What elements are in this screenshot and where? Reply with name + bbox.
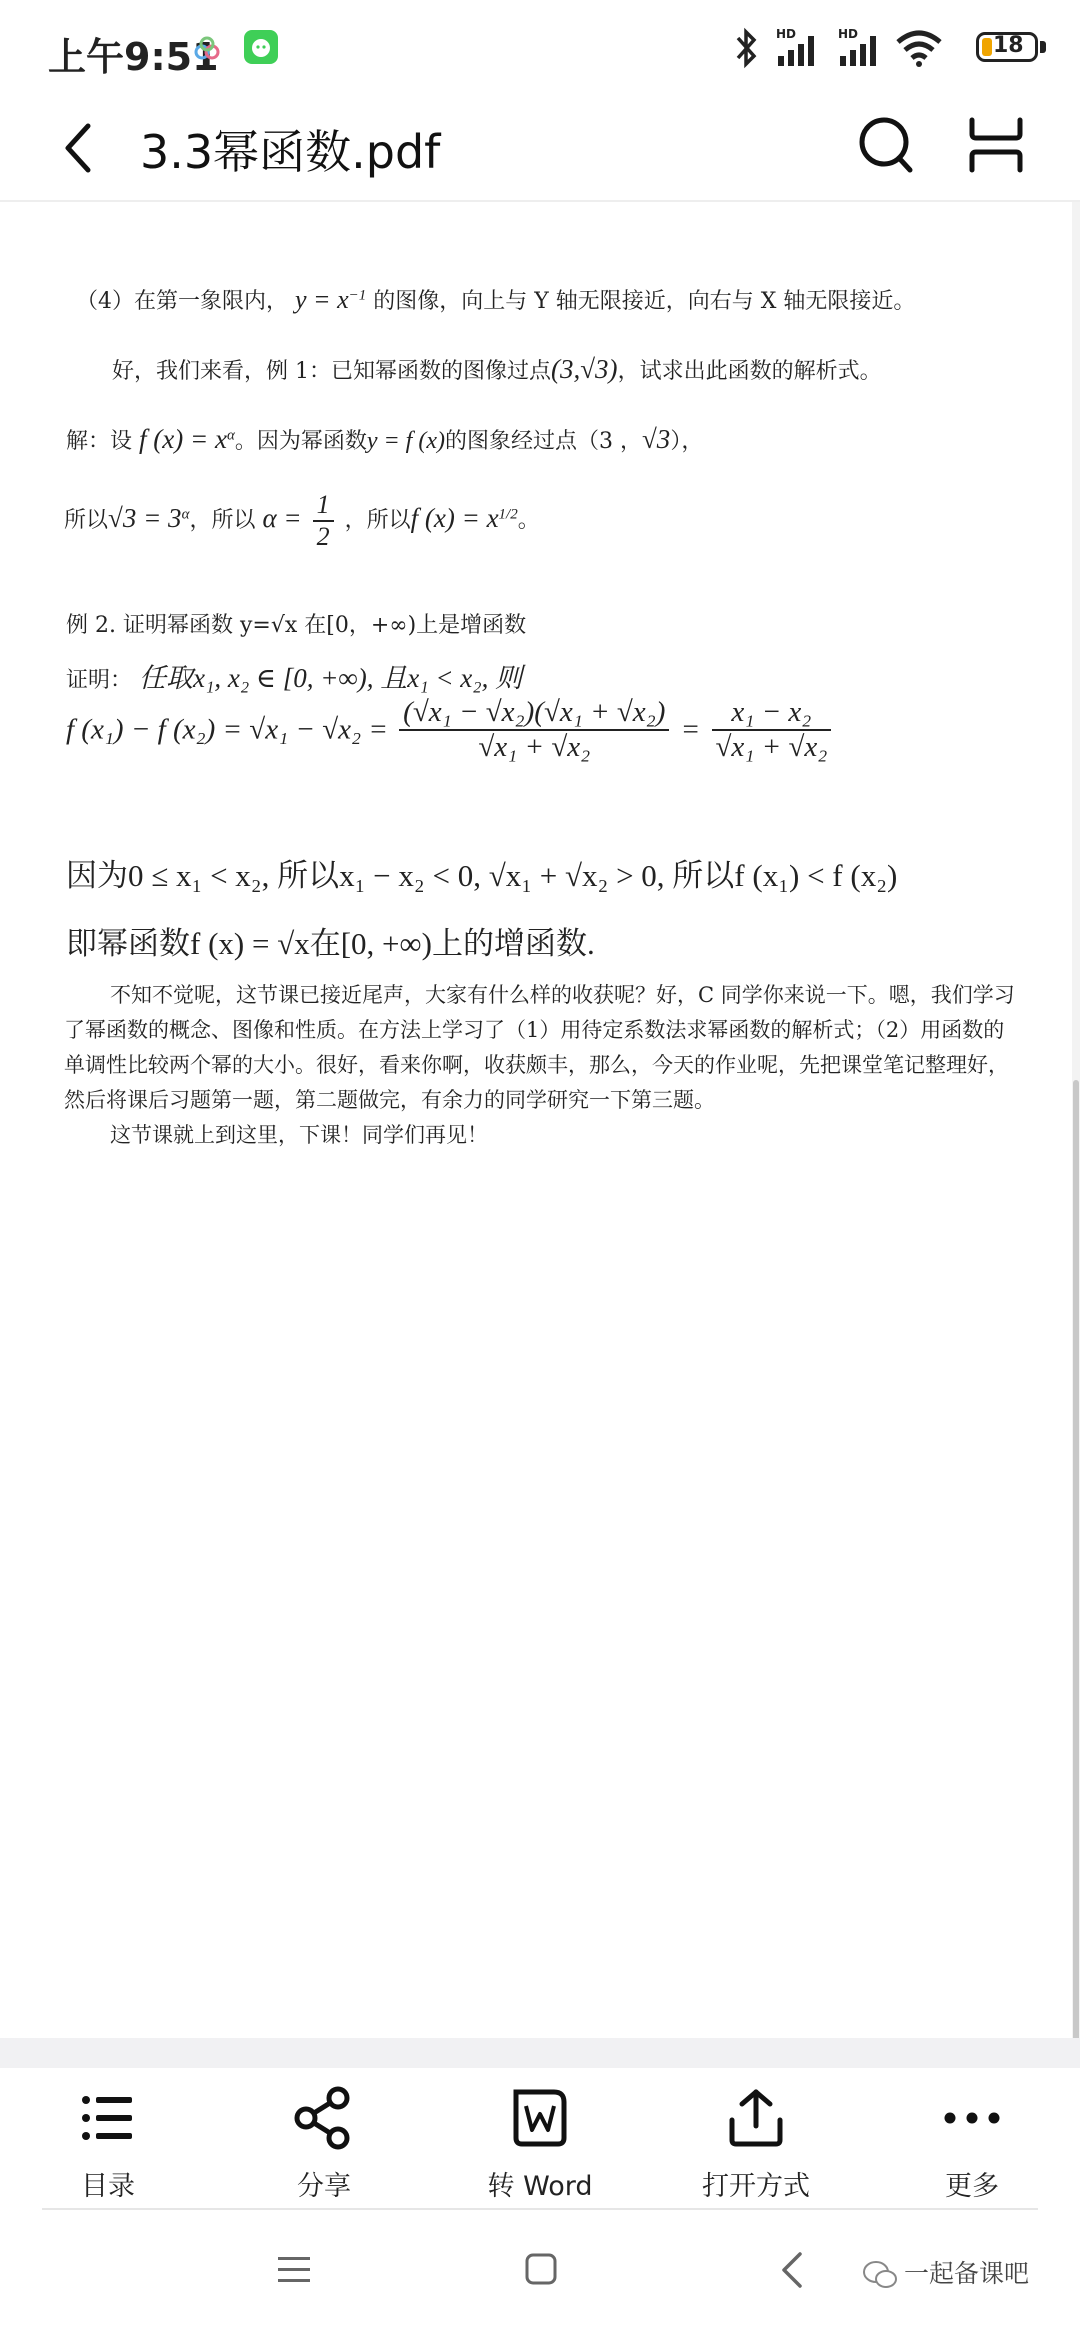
more-dots-icon [940,2086,1004,2150]
conclusion-line: 即幂函数f (x) = √x在[0, +∞)上的增函数. [66,926,595,961]
more-label: 更多 [945,2171,999,2202]
home-icon[interactable] [524,2252,558,2286]
example1-line [112,354,882,385]
so-alpha: α [181,506,190,523]
nav-back-icon[interactable] [778,2250,806,2290]
convert-word-button[interactable] [470,2086,610,2203]
back-arrow-icon[interactable] [56,116,104,180]
so-eq1: √3 = 3 [108,503,182,533]
signal-icon-1 [774,26,822,70]
wechat-icon [862,2260,898,2290]
document-title: 3.3幂函数.pdf [140,125,441,179]
scrollbar-thumb[interactable] [1073,1080,1079,2070]
so-text2: ，所以 [189,508,256,533]
status-bar [0,0,1080,100]
because-line: 因为0 ≤ x₁ < x₂, 所以x₁ − x₂ < 0, √x₁ + √x₂ > 0, 所以f (x₁) < f (x₂) [66,858,898,893]
share-icon [292,2086,356,2150]
battery-tip [1040,41,1046,53]
solution-alpha: α [226,427,235,444]
solution-rest: 的图象经过点（3 ， [444,429,642,454]
so-text1: 所以 [64,508,109,533]
bluetooth-icon [732,26,762,70]
pdf-page[interactable] [0,202,1072,2038]
catalog-button[interactable] [38,2086,178,2203]
more-button[interactable] [902,2086,1042,2203]
signal-icon-2 [836,26,884,70]
example1-point: (3,√3) [551,354,618,384]
so-line [64,490,540,552]
so-alpha2: α = [262,503,302,533]
example1-text: 好，我们来看，例 1：已知幂函数的图像过点 [112,359,551,384]
solution-y: y = f (x) [366,428,445,454]
solution-mid: 。因为幂函数 [234,429,367,454]
proof-line [66,656,522,695]
equation-fraction-2: $\frac{\text{x₁ − x₂}}{\text{√x₁ + √x₂}}$ [712,696,832,764]
solution-end: ）， [670,429,704,454]
share-button[interactable] [254,2086,394,2203]
proof-label: 证明： [66,668,133,693]
paragraph-2: 这节课就上到这里，下课！同学们再见！ [110,1123,488,1147]
open-with-label: 打开方式 [702,2171,810,2202]
bottom-toolbar [0,2068,1080,2210]
wifi-icon [894,28,944,68]
item4-text: （4）在第一象限内， [76,289,288,314]
closing-paragraphs [64,978,1024,1153]
catalog-label: 目录 [81,2171,135,2202]
convert-word-label: 转 Word [487,2171,593,2202]
watermark [862,2254,1029,2290]
svg-text:HD: HD [838,27,859,41]
solution-func: f (x) = x [139,424,227,454]
item4-formula: y = x [295,285,349,314]
equation-fraction-1: $\frac{\text{(√x₁ − √x₂)(√x₁ + √x₂)}}{\text{√x₁ + √x₂}}$ [399,696,669,764]
scroll-mode-icon[interactable] [966,112,1026,176]
so-func: f (x) = x [410,503,499,533]
svg-text:HD: HD [776,27,797,41]
so-text3: ，所以 [344,508,411,533]
example2-line: 例 2. 证明幂函数 y=√x 在[0，+∞)上是增函数 [66,613,527,638]
word-document-icon [508,2086,572,2150]
toolbar-divider [42,2208,1038,2210]
app-bar [0,100,1080,202]
open-with-button[interactable] [686,2086,826,2203]
item4-rest: 的图像，向上与 Y 轴无限接近，向右与 X 轴无限接近。 [373,289,916,314]
proof-text: 任取x₁, x₂ ∈ [0, +∞), 且x₁ < x₂, 则 [139,663,523,693]
example1-rest: ，试求出此函数的解析式。 [617,359,882,384]
so-exp: 1/2 [498,506,518,523]
upload-icon [724,2086,788,2150]
solution-root: √3 [641,424,671,454]
system-nav-bar [0,2212,1080,2340]
recent-apps-icon[interactable] [276,2254,312,2286]
equation-lhs: f (x₁) − f (x₂) = √x₁ − √x₂ = [66,713,388,746]
paragraph-1: 不知不觉呢，这节课已接近尾声，大家有什么样的收获呢？好，C 同学你来说一下。嗯，我们学习了幂函数的概念、图像和性质。在方法上学习了（1）用待定系数法求幂函数的解析式；（2）用函数的单调性比较两个幂的大小。很好，看来你啊，收获颇丰，那么，今天的作业呢，先把课堂笔记整理好，然后将课后习题第一题，第二题做完，有余力的同学研究一下第三题。 [64,983,1015,1112]
equation-line [66,696,835,764]
solution-label: 解：设 [66,429,133,454]
item4-exp: −1 [348,287,367,304]
search-icon[interactable] [856,112,916,176]
cat-app-icon [244,30,278,64]
watermark-text: 一起备课吧 [904,2259,1030,2288]
share-label: 分享 [297,2171,351,2202]
solution-line [66,424,703,455]
battery-level: 18 [993,33,1024,58]
cloud-app-icon [192,34,222,64]
clock: 上午9:51 [48,35,219,79]
page-gap [0,2038,1080,2068]
half-fraction: $\frac{1}{2}$ [313,490,334,552]
item4-line [76,284,915,315]
so-end: 。 [517,508,540,533]
equation-equals: = [680,713,701,746]
list-icon [76,2086,140,2150]
battery-icon [976,32,1038,62]
